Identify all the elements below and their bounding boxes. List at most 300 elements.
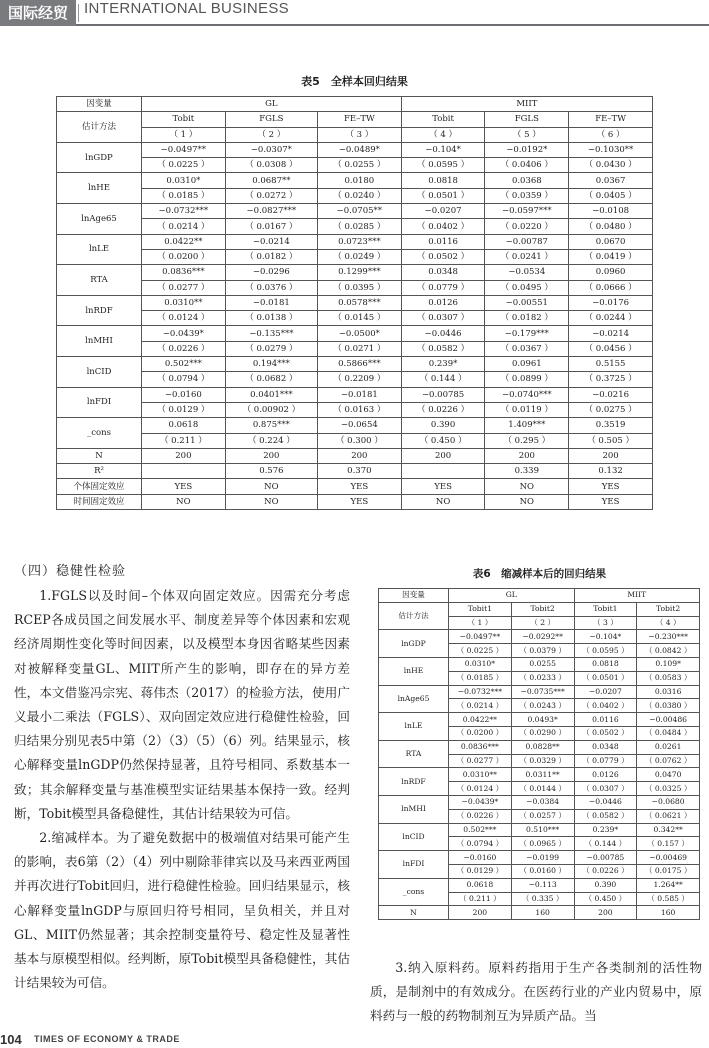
standard-error: （ 0.211 ） [449,892,512,906]
coefficient: −0.0199 [511,851,574,865]
standard-error: （ 0.0214 ） [449,699,512,713]
coefficient: 0.0422** [142,234,226,249]
header-divider [78,4,79,22]
coefficient: 0.0670 [569,234,653,249]
standard-error: （ 0.300 ） [317,433,401,448]
coef-row [57,173,653,188]
standard-error: （ 0.335 ） [511,892,574,906]
coefficient: 0.5155 [569,357,653,372]
stat-value [142,464,226,479]
coefficient: 0.0310** [142,295,226,310]
stat-row [57,479,653,494]
left-column [14,584,350,995]
coef-row [379,713,700,727]
method-name: Tobit1 [574,602,637,616]
variable-name: RTA [379,740,449,768]
standard-error: （ 0.0129 ） [142,402,226,417]
standard-error: （ 0.0225 ） [449,644,512,658]
stat-value: 200 [142,448,226,463]
section-tag-english: INTERNATIONAL BUSINESS [84,0,289,17]
standard-error: （ 0.0226 ） [449,809,512,823]
standard-error: （ 0.0233 ） [511,671,574,685]
standard-error: （ 0.0779 ） [401,280,485,295]
coefficient: 0.342** [637,823,700,837]
standard-error: （ 0.0779 ） [574,754,637,768]
coefficient: 0.0493* [511,713,574,727]
stat-value: YES [401,479,485,494]
standard-error: （ 0.0220 ） [485,219,569,234]
variable-name: lnCID [379,823,449,851]
coefficient: 0.0818 [574,657,637,671]
standard-error: （ 0.0138 ） [225,311,317,326]
standard-error: （ 0.0285 ） [317,219,401,234]
standard-error: （ 0.0255 ） [317,158,401,173]
coefficient: 0.0618 [449,878,512,892]
standard-error: （ 0.0367 ） [485,341,569,356]
standard-error: （ 0.0279 ） [225,341,317,356]
coefficient: 0.0348 [401,265,485,280]
coefficient: 0.109* [637,657,700,671]
coefficient: −0.0439* [449,795,512,809]
stat-value: 200 [449,906,512,920]
coef-row [379,685,700,699]
coefficient: 0.0368 [485,173,569,188]
coef-row [57,357,653,372]
coefficient: −0.0439* [142,326,226,341]
coefficient: −0.0192* [485,142,569,157]
stat-value: NO [225,494,317,509]
standard-error: （ 0.0405 ） [569,188,653,203]
method-name: Tobit2 [511,602,574,616]
standard-error: （ 0.0244 ） [569,311,653,326]
coefficient: 0.0961 [485,357,569,372]
stat-value: NO [142,494,226,509]
coefficient: −0.113 [511,878,574,892]
method-label: 估计方法 [379,602,449,630]
standard-error: （ 0.0185 ） [142,188,226,203]
coef-row [57,234,653,249]
standard-error: （ 0.0243 ） [511,699,574,713]
column-number: （ 4 ） [637,616,700,630]
header-row [57,112,653,127]
coefficient: 0.0422** [449,713,512,727]
coefficient: 0.0618 [142,418,226,433]
standard-error: （ 0.0185 ） [449,671,512,685]
standard-error: （ 0.3725 ） [569,372,653,387]
stat-value: YES [142,479,226,494]
table6 [378,588,700,920]
coefficient: −0.0500* [317,326,401,341]
variable-name: lnLE [57,234,142,265]
stat-value: 160 [511,906,574,920]
coef-row [379,795,700,809]
group-miit: MIIT [574,589,700,603]
standard-error: （ 0.0419 ） [569,249,653,264]
coefficient: −0.0176 [569,295,653,310]
standard-error: （ 0.0163 ） [317,402,401,417]
standard-error: （ 0.0277 ） [449,754,512,768]
dep-var-label: 因变量 [379,589,449,603]
standard-error: （ 0.0794 ） [449,837,512,851]
standard-error: （ 0.0484 ） [637,726,700,740]
header-row [57,127,653,142]
coefficient: −0.00469 [637,851,700,865]
standard-error: （ 0.0325 ） [637,782,700,796]
coefficient: 0.3519 [569,418,653,433]
coefficient: −0.0214 [569,326,653,341]
coefficient: −0.0732*** [142,204,226,219]
coef-row [379,657,700,671]
coefficient: 0.390 [401,418,485,433]
standard-error: （ 0.0290 ） [511,726,574,740]
coefficient: 1.409*** [485,418,569,433]
method-name: Tobit [401,112,485,127]
coefficient: −0.0735*** [511,685,574,699]
coefficient: 0.0316 [637,685,700,699]
standard-error: （ 0.0129 ） [449,864,512,878]
standard-error: （ 0.0582 ） [401,341,485,356]
coefficient: 0.0836*** [142,265,226,280]
coefficient: −0.0296 [225,265,317,280]
variable-name: lnHE [57,173,142,204]
se-row [57,311,653,326]
stat-value: YES [317,494,401,509]
standard-error: （ 0.0200 ） [449,726,512,740]
coefficient: 0.0255 [511,657,574,671]
coefficient: 0.0180 [317,173,401,188]
stat-label: 时间固定效应 [57,494,142,509]
coef-row [379,740,700,754]
standard-error: （ 0.0225 ） [142,158,226,173]
coefficient: −0.0497** [142,142,226,157]
coefficient: −0.0497** [449,630,512,644]
coefficient: −0.0489* [317,142,401,157]
coef-row [379,823,700,837]
stat-row [57,448,653,463]
standard-error: （ 0.0502 ） [401,249,485,264]
standard-error: （ 0.0241 ） [485,249,569,264]
column-number: （ 2 ） [511,616,574,630]
variable-name: lnMHI [379,795,449,823]
variable-name: lnGDP [57,142,142,173]
method-name: FGLS [485,112,569,127]
method-name: Tobit [142,112,226,127]
coef-row [379,851,700,865]
coefficient: −0.0181 [317,387,401,402]
column-number: （ 1 ） [142,127,226,142]
standard-error: （ 0.0502 ） [574,726,637,740]
coefficient: −0.135*** [225,326,317,341]
standard-error: （ 0.0175 ） [637,864,700,878]
coefficient: −0.00787 [485,234,569,249]
se-row [57,372,653,387]
coefficient: −0.0534 [485,265,569,280]
coefficient: −0.0160 [449,851,512,865]
coefficient: −0.0292** [511,630,574,644]
coefficient: −0.0108 [569,204,653,219]
standard-error: （ 0.144 ） [401,372,485,387]
coefficient: 0.194*** [225,357,317,372]
variable-name: lnLE [379,713,449,741]
standard-error: （ 0.0182 ） [225,249,317,264]
stat-value: 200 [574,906,637,920]
coefficient: −0.0207 [574,685,637,699]
stat-value: 0.339 [485,464,569,479]
coefficient: 0.0311** [511,768,574,782]
standard-error: （ 0.0124 ） [449,782,512,796]
coefficient: −0.0732*** [449,685,512,699]
coefficient: −0.0740*** [485,387,569,402]
stat-label: N [57,448,142,463]
standard-error: （ 0.0899 ） [485,372,569,387]
coefficient: −0.230*** [637,630,700,644]
standard-error: （ 0.0501 ） [401,188,485,203]
standard-error: （ 0.0226 ） [142,341,226,356]
coefficient: −0.0680 [637,795,700,809]
standard-error: （ 0.0501 ） [574,671,637,685]
standard-error: （ 0.0402 ） [574,699,637,713]
coefficient: 0.0310* [142,173,226,188]
method-name: FE–TW [569,112,653,127]
paragraph-fgls: 1.FGLS以及时间–个体双向固定效应。因需充分考虑RCEP各成员国之间发展水平、制度差异等个体因素和宏观经济周期性变化等时间因素，以及模型本身因省略某些因素对被解释变量GL、MIIT所产生的影响，即存在的异方差性，本文借鉴冯宗宪、蒋伟杰（2017）的检验方法，使用广义最小二乘法（FGLS）、双向固定效应进行稳健性检验，回归结果分别见表5中第（2）（3）（5）（6）列。结果显示，核心解释变量lnGDP仍然保持显著，且符号相同、系数基本一致；其余解释变量与基准模型实证结果基本保持一致。经判断，Tobit模型具备稳健性，其估计结果较为可信。 [14,588,351,821]
column-number: （ 2 ） [225,127,317,142]
standard-error: （ 0.0167 ） [225,219,317,234]
standard-error: （ 0.0430 ） [569,158,653,173]
method-name: FE–TW [317,112,401,127]
paragraph-sample-reduction: 2.缩减样本。为了避免数据中的极端值对结果可能产生的影响，表6第（2）（4）列中剔除菲律宾以及马来西亚两国并再次进行Tobit回归，进行稳健性检验。回归结果显示，核心解释变量lnGDP与原回归符号相同，呈负相关，并且对GL、MIIT仍然显著；其余控制变量符号、稳定性及显著性基本与原模型相似。经判断，原Tobit模型具备稳健性，其估计结果较为可信。 [14,830,350,991]
coefficient: −0.00785 [401,387,485,402]
dep-var-label: 因变量 [57,97,142,112]
se-row [57,249,653,264]
coef-row [57,265,653,280]
standard-error: （ 0.0200 ） [142,249,226,264]
coefficient: 0.1299*** [317,265,401,280]
se-row [57,158,653,173]
standard-error: （ 0.0271 ） [317,341,401,356]
standard-error: （ 0.0119 ） [485,402,569,417]
coefficient: −0.1030** [569,142,653,157]
coefficient: −0.0207 [401,204,485,219]
variable-name: lnRDF [379,768,449,796]
variable-name: lnFDI [379,851,449,879]
standard-error: （ 0.0965 ） [511,837,574,851]
stat-label: R² [57,464,142,479]
coefficient: −0.0216 [569,387,653,402]
stat-row [57,464,653,479]
se-row [57,402,653,417]
standard-error: （ 0.295 ） [485,433,569,448]
coefficient: 0.0723*** [317,234,401,249]
standard-error: （ 0.0762 ） [637,754,700,768]
header-row [379,589,700,603]
standard-error: （ 0.0124 ） [142,311,226,326]
standard-error: （ 0.2209 ） [317,372,401,387]
stat-value: 200 [225,448,317,463]
coefficient: 0.239* [574,823,637,837]
se-row [57,188,653,203]
section-title: （四）稳健性检验 [14,564,127,579]
stat-value: YES [569,479,653,494]
standard-error: （ 0.0456 ） [569,341,653,356]
standard-error: （ 0.450 ） [574,892,637,906]
standard-error: （ 0.0145 ） [317,311,401,326]
se-row [57,280,653,295]
coef-row [57,142,653,157]
table5 [56,96,653,510]
stat-label: 个体固定效应 [57,479,142,494]
method-name: Tobit2 [637,602,700,616]
stat-value: NO [485,479,569,494]
coefficient: −0.0446 [401,326,485,341]
standard-error: （ 0.505 ） [569,433,653,448]
coefficient: −0.0214 [225,234,317,249]
column-number: （ 4 ） [401,127,485,142]
method-label: 估计方法 [57,112,142,143]
standard-error: （ 0.0160 ） [511,864,574,878]
coefficient: 0.0116 [401,234,485,249]
coef-row [379,768,700,782]
stat-value: 0.370 [317,464,401,479]
journal-name: TIMES OF ECONOMY & TRADE [34,1034,180,1044]
variable-name: lnCID [57,357,142,388]
coefficient: −0.00785 [574,851,637,865]
header-row [57,97,653,112]
standard-error: （ 0.0308 ） [225,158,317,173]
variable-name: RTA [57,265,142,296]
standard-error: （ 0.0307 ） [401,311,485,326]
table5-caption: 表5 全样本回归结果 [301,75,408,88]
standard-error: （ 0.00902 ） [225,402,317,417]
standard-error: （ 0.0226 ） [574,864,637,878]
stat-value: NO [225,479,317,494]
stat-row [57,494,653,509]
coefficient: 0.875*** [225,418,317,433]
coefficient: 0.0818 [401,173,485,188]
coefficient: 0.0578*** [317,295,401,310]
coef-row [57,326,653,341]
coefficient: 0.502*** [449,823,512,837]
stat-value: 200 [317,448,401,463]
coefficient: 0.390 [574,878,637,892]
standard-error: （ 0.450 ） [401,433,485,448]
coef-row [57,418,653,433]
standard-error: （ 0.0214 ） [142,219,226,234]
coefficient: 0.0116 [574,713,637,727]
standard-error: （ 0.0583 ） [637,671,700,685]
coefficient: 0.5866*** [317,357,401,372]
coefficient: 0.0836*** [449,740,512,754]
standard-error: （ 0.0277 ） [142,280,226,295]
variable-name: lnFDI [57,387,142,418]
standard-error: （ 0.0682 ） [225,372,317,387]
coefficient: −0.00551 [485,295,569,310]
column-number: （ 1 ） [449,616,512,630]
variable-name: lnAge65 [57,204,142,235]
stat-row [379,906,700,920]
coefficient: 0.0310** [449,768,512,782]
coefficient: −0.0160 [142,387,226,402]
group-gl: GL [449,589,575,603]
coefficient: 0.0126 [401,295,485,310]
stat-label: N [379,906,449,920]
standard-error: （ 0.157 ） [637,837,700,851]
se-row [57,219,653,234]
column-number: （ 6 ） [569,127,653,142]
coefficient: 0.0960 [569,265,653,280]
variable-name: lnHE [379,657,449,685]
coefficient: −0.0827*** [225,204,317,219]
variable-name: lnRDF [57,295,142,326]
coefficient: −0.104* [401,142,485,157]
coef-row [57,204,653,219]
standard-error: （ 0.0842 ） [637,644,700,658]
coef-row [379,630,700,644]
variable-name: lnMHI [57,326,142,357]
se-row [57,341,653,356]
method-name: Tobit1 [449,602,512,616]
coefficient: −0.0446 [574,795,637,809]
standard-error: （ 0.0257 ） [511,809,574,823]
standard-error: （ 0.0226 ） [401,402,485,417]
standard-error: （ 0.0144 ） [511,782,574,796]
variable-name: _cons [379,878,449,906]
standard-error: （ 0.0794 ） [142,372,226,387]
standard-error: （ 0.585 ） [637,892,700,906]
group-gl: GL [142,97,402,112]
coefficient: −0.179*** [485,326,569,341]
page-footer [0,1030,709,1048]
standard-error: （ 0.224 ） [225,433,317,448]
standard-error: （ 0.0480 ） [569,219,653,234]
coefficient: 0.0687** [225,173,317,188]
stat-value: 0.132 [569,464,653,479]
stat-value: NO [485,494,569,509]
coefficient: 0.0828** [511,740,574,754]
standard-error: （ 0.0182 ） [485,311,569,326]
coefficient: −0.0384 [511,795,574,809]
coefficient: 0.0126 [574,768,637,782]
stat-value: 200 [569,448,653,463]
standard-error: （ 0.0406 ） [485,158,569,173]
standard-error: （ 0.211 ） [142,433,226,448]
coefficient: 0.510*** [511,823,574,837]
coefficient: 0.502*** [142,357,226,372]
coefficient: 0.0401*** [225,387,317,402]
stat-value [401,464,485,479]
standard-error: （ 0.0582 ） [574,809,637,823]
coef-row [57,387,653,402]
column-number: （ 3 ） [317,127,401,142]
stat-value: YES [569,494,653,509]
stat-value: YES [317,479,401,494]
standard-error: （ 0.0621 ） [637,809,700,823]
page-header [0,0,709,26]
standard-error: （ 0.0240 ） [317,188,401,203]
standard-error: （ 0.0402 ） [401,219,485,234]
column-number: （ 5 ） [485,127,569,142]
header-row [379,602,700,616]
coefficient: 0.0310* [449,657,512,671]
standard-error: （ 0.0329 ） [511,754,574,768]
coefficient: −0.00486 [637,713,700,727]
standard-error: （ 0.0666 ） [569,280,653,295]
table6-caption: 表6 缩减样本后的回归结果 [472,568,607,580]
coefficient: −0.0181 [225,295,317,310]
standard-error: （ 0.0307 ） [574,782,637,796]
section-tag: 国际经贸 [0,0,76,26]
page-number: 104 [0,1032,22,1047]
standard-error: （ 0.0595 ） [574,644,637,658]
